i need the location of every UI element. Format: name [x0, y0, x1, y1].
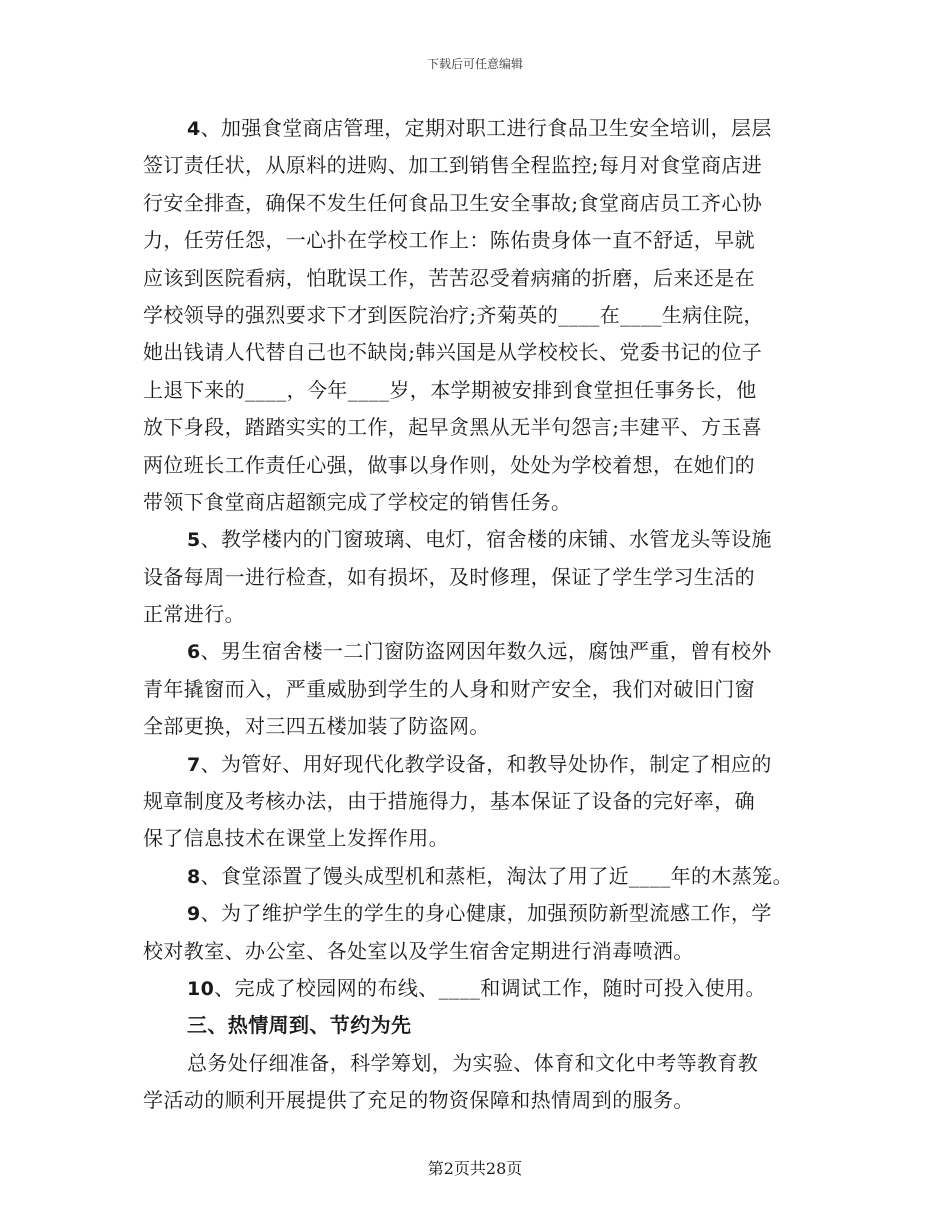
para-line: 6、男生宿舍楼一二门窗防盗网因年数久远，腐蚀严重，曾有校外	[187, 639, 772, 664]
list-item-8	[143, 858, 811, 895]
list-item-6	[143, 633, 811, 745]
list-item-9	[143, 895, 811, 970]
section-heading-text: 三、热情周到、节约为先	[187, 1013, 412, 1038]
para-line: 她出钱请人代替自己也不缺岗;韩兴国是从学校校长、党委书记的位子	[143, 340, 763, 365]
item-number: 8	[187, 865, 201, 888]
para-line: 正常进行。	[143, 602, 245, 627]
section-heading	[143, 1007, 811, 1044]
para-line: 上退下来的____，今年____岁，本学期被安排到食堂担任事务长，他	[143, 377, 757, 402]
closing-paragraph	[143, 1045, 811, 1120]
item-number: 5	[187, 529, 201, 552]
para-line: 设备每周一进行检查，如有损坏，及时修理，保证了学生学习生活的	[143, 564, 755, 589]
para-line: 力，任劳任怨，一心扑在学校工作上：陈佑贵身体一直不舒适，早就	[143, 228, 755, 253]
para-line: 应该到医院看病，怕耽误工作，苦苦忍受着病痛的折磨，后来还是在	[143, 265, 755, 290]
item-number: 7	[187, 753, 201, 776]
para-line: 9、为了维护学生的学生的身心健康，加强预防新型流感工作，学	[187, 901, 772, 926]
list-item-7	[143, 746, 811, 858]
list-item-10	[143, 970, 811, 1007]
para-line: 规章制度及考核办法，由于措施得力，基本保证了设备的完好率，确	[143, 789, 755, 814]
para-line: 签订责任状，从原料的进购、加工到销售全程监控;每月对食堂商店进	[143, 153, 763, 178]
para-line: 行安全排查，确保不发生任何食品卫生安全事故;食堂商店员工齐心协	[143, 190, 763, 215]
page-footer: 第2页共28页	[427, 1159, 523, 1178]
para-line: 4、加强食堂商店管理，定期对职工进行食品卫生安全培训，层层	[187, 116, 772, 140]
para-line: 保了信息技术在课堂上发挥作用。	[143, 826, 449, 851]
para-line: 学活动的顺利开展提供了充足的物资保障和热情周到的服务。	[143, 1088, 694, 1113]
list-item-5	[143, 521, 811, 633]
list-item-4	[143, 110, 811, 521]
para-line: 全部更换，对三四五楼加装了防盗网。	[143, 714, 490, 739]
para-line: 5、教学楼内的门窗玻璃、电灯，宿舍楼的床铺、水管龙头等设施	[187, 527, 772, 552]
para-line: 带领下食堂商店超额完成了学校定的销售任务。	[143, 489, 572, 514]
document-body	[143, 110, 811, 1120]
para-line: 两位班长工作责任心强，做事以身作则，处处为学校着想，在她们的	[143, 452, 755, 477]
item-number: 9	[187, 903, 201, 926]
para-line: 8、食堂添置了馒头成型机和蒸柜，淘汰了用了近____年的木蒸笼。	[187, 863, 794, 888]
page-header: 下载后可任意编辑	[426, 57, 523, 71]
para-line: 7、为管好、用好现代化教学设备，和教导处协作，制定了相应的	[187, 751, 772, 776]
item-number: 6	[187, 641, 201, 664]
item-number: 10	[187, 977, 215, 1000]
item-number: 4	[187, 118, 201, 140]
para-line: 学校领导的强烈要求下才到医院治疗;齐菊英的____在____生病住院，	[143, 302, 764, 327]
para-line: 总务处仔细准备，科学筹划，为实验、体育和文化中考等教育教	[187, 1050, 759, 1075]
para-line: 校对教室、办公室、各处室以及学生宿舍定期进行消毒喷洒。	[143, 938, 694, 963]
para-line: 青年撬窗而入，严重威胁到学生的人身和财产安全，我们对破旧门窗	[143, 676, 755, 701]
para-line: 10、完成了校园网的布线、____和调试工作，随时可投入使用。	[187, 975, 766, 1000]
para-line: 放下身段，踏踏实实的工作，起早贪黑从无半句怨言;丰建平、方玉喜	[143, 415, 763, 440]
